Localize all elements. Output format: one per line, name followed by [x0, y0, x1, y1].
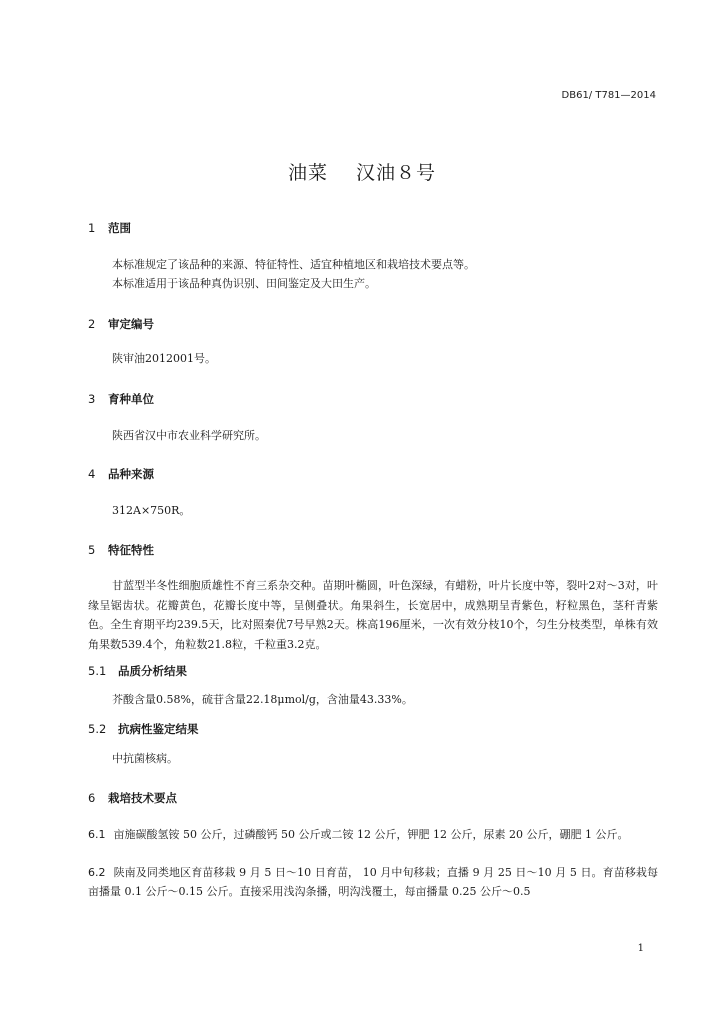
clause-6-1-number: 6.1 [88, 828, 106, 841]
section-2-text: 陕审油2012001号。 [112, 352, 216, 365]
section-4-text: 312A×750R。 [112, 504, 191, 517]
document-code: DB61/ T781—2014 [561, 90, 656, 101]
section-5-1-text: 芥酸含量0.58%，硫苷含量22.18μmol/g，含油量43.33%。 [112, 693, 413, 706]
section-5-heading: 5 特征特性 [88, 543, 154, 557]
clause-6-2 [88, 863, 658, 901]
section-3-text: 陕西省汉中市农业科学研究所。 [112, 429, 266, 442]
clause-6-1 [88, 825, 658, 844]
page-title [0, 158, 724, 185]
section-5-paragraph: 甘蓝型半冬性细胞质雄性不育三系杂交种。苗期叶椭圆，叶色深绿，有蜡粉，叶片长度中等，裂叶2对～3对，叶缘呈锯齿状。花瓣黄色，花瓣长度中等，呈侧叠状。角果斜生，长宽居中，成熟期呈青紫色，籽粒黑色，茎秆青紫色。全生育期平均239.5天，比对照秦优7号早熟2天。株高196厘米，一次有效分枝10个，匀生分枝类型，单株有效角果数539.4个，角粒数21.8粒，千粒重3.2克。 [88, 579, 658, 651]
title-crop: 油菜 [287, 162, 328, 184]
section-4-heading: 4 品种来源 [88, 467, 154, 481]
section-6-heading: 6 栽培技术要点 [88, 791, 177, 805]
section-1-heading: 1 范围 [88, 221, 131, 235]
clause-6-2-text: 陕南及同类地区育苗移栽 9 月 5 日～10 日育苗， 10 月中旬移栽；直播 9 月 25 日～10 月 5 日。育苗移栽每亩播量 0.1 公斤～0.15 公斤。直接采用浅沟条播，明沟浅覆土，每亩播量 0.25 公斤～0.5 [88, 866, 658, 898]
section-5-2-text: 中抗菌核病。 [112, 752, 178, 765]
title-variety: 汉油８号 [356, 162, 437, 184]
section-5-1-heading: 5.1 品质分析结果 [88, 664, 187, 678]
clause-6-2-number: 6.2 [88, 866, 106, 879]
page-number: 1 [637, 943, 644, 954]
section-1-line-2: 本标准适用于该品种真伪识别、田间鉴定及大田生产。 [112, 277, 376, 290]
section-2-heading: 2 审定编号 [88, 317, 154, 331]
section-5-2-heading: 5.2 抗病性鉴定结果 [88, 722, 199, 736]
section-1-line-1: 本标准规定了该品种的来源、特征特性、适宜种植地区和栽培技术要点等。 [112, 258, 475, 271]
section-3-heading: 3 育种单位 [88, 392, 154, 406]
clause-6-1-text: 亩施碳酸氢铵 50 公斤，过磷酸钙 50 公斤或二铵 12 公斤，钾肥 12 公斤，尿素 20 公斤，硼肥 1 公斤。 [113, 828, 629, 841]
